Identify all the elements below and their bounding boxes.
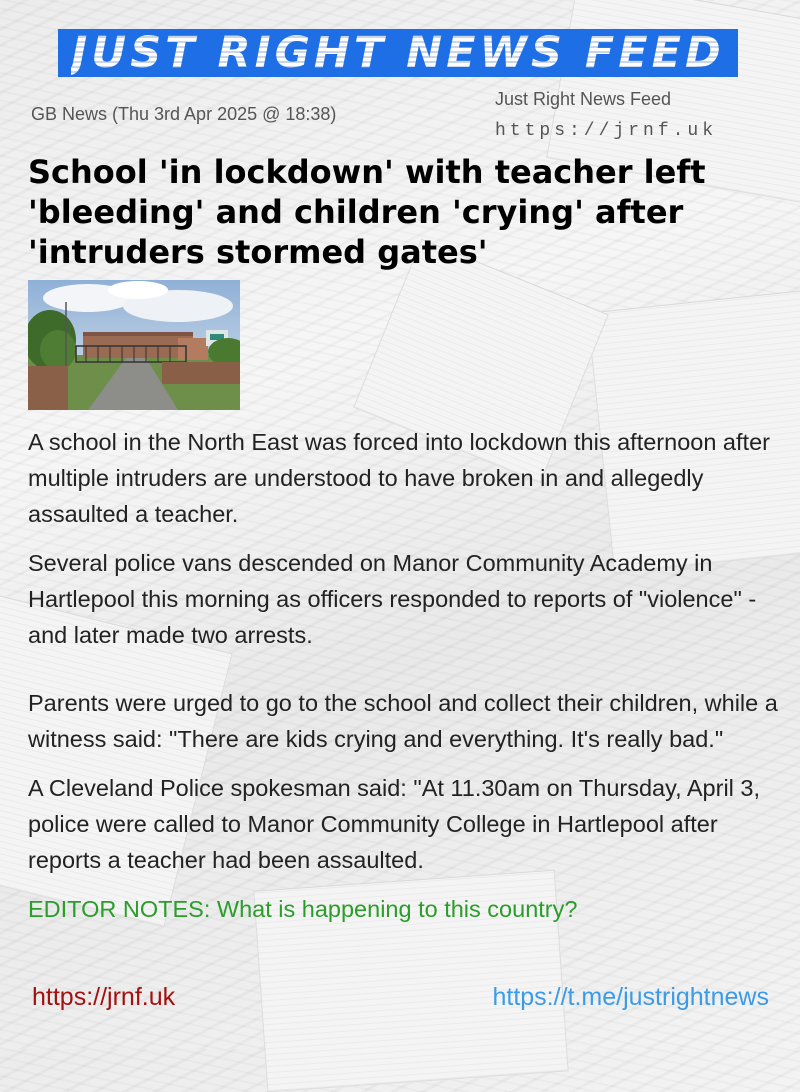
site-banner bbox=[58, 29, 738, 77]
editor-notes: EDITOR NOTES: What is happening to this country? bbox=[28, 896, 578, 922]
brand-name: Just Right News Feed bbox=[495, 89, 672, 109]
article-source-date: GB News (Thu 3rd Apr 2025 @ 18:38) bbox=[31, 104, 337, 124]
article-photo-school-gates bbox=[28, 280, 240, 410]
site-banner-title: JUST RIGHT NEWS FEED bbox=[71, 29, 725, 77]
article-headline: School 'in lockdown' with teacher left 'bleeding' and children 'crying' after 'intruders stormed gates' bbox=[28, 153, 706, 271]
article-body bbox=[28, 424, 778, 940]
article-paragraph: A Cleveland Police spokesman said: "At 11.30am on Thursday, April 3, police were called to Manor Community College in Hartlepool after reports a teacher had been assaulted. bbox=[28, 775, 761, 873]
footer-site-link[interactable]: https://jrnf.uk bbox=[32, 983, 176, 1011]
article-paragraph: Several police vans descended on Manor Community Academy in Hartlepool this morning as officers responded to reports of "violence" - and later made two arrests. bbox=[28, 550, 757, 648]
footer-telegram-link[interactable]: https://t.me/justrightnews bbox=[492, 983, 769, 1011]
article-paragraph: Parents were urged to go to the school and collect their children, while a witness said: "There are kids crying and everything. It's really bad." bbox=[28, 690, 778, 752]
brand-url: https://jrnf.uk bbox=[495, 121, 718, 141]
article-paragraph: A school in the North East was forced into lockdown this afternoon after multiple intruders are understood to have broken in and allegedly assaulted a teacher. bbox=[28, 429, 770, 527]
